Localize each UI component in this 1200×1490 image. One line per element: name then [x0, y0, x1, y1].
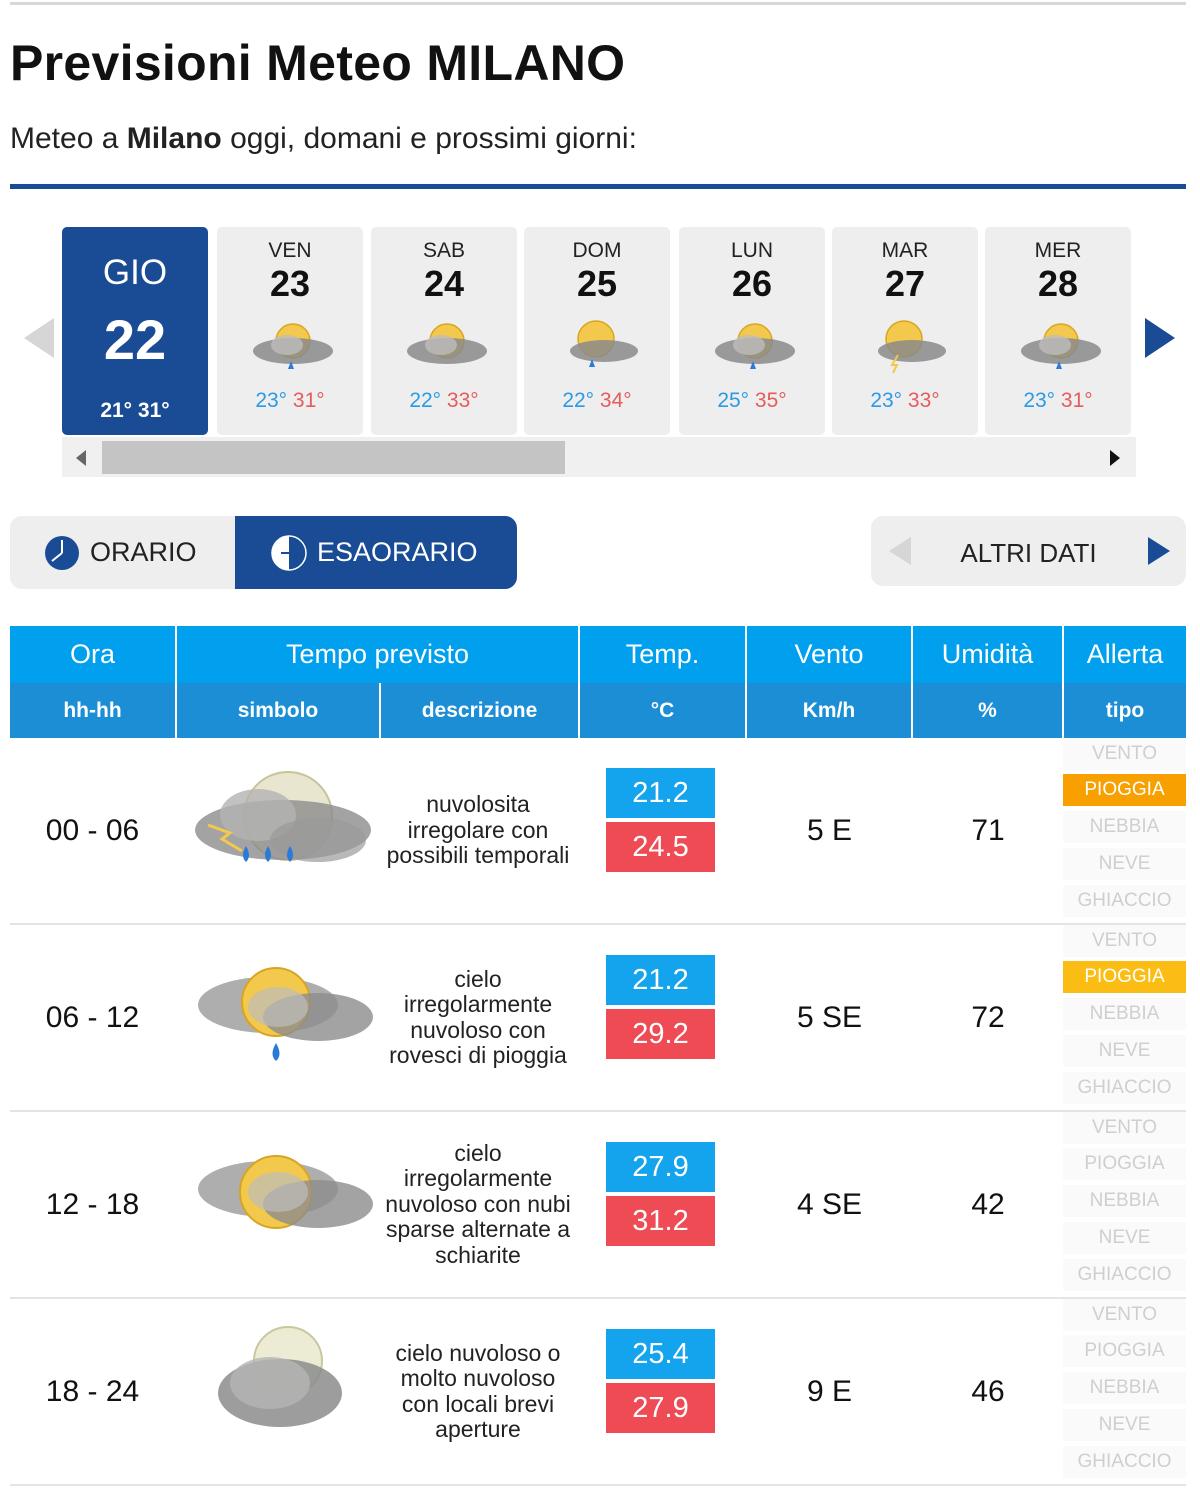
col-ora: Ora	[10, 626, 177, 683]
row-ora: 12 - 18	[45, 1187, 140, 1221]
subcol-umidita: %	[913, 683, 1064, 738]
temp-max: 29.2	[606, 1009, 715, 1059]
alert-vento: VENTO	[1063, 925, 1186, 959]
header-divider	[10, 184, 1186, 189]
top-divider	[10, 2, 1186, 5]
temp-min: 27.9	[606, 1142, 715, 1192]
day-card[interactable]	[371, 227, 517, 435]
day-number: 24	[423, 263, 465, 304]
esaorario-button[interactable]	[235, 516, 517, 589]
day-temps: 22° 34°	[562, 389, 632, 412]
row-ora: 06 - 12	[45, 1000, 140, 1034]
day-card[interactable]	[524, 227, 670, 435]
alert-ghiaccio: GHIACCIO	[1063, 1446, 1186, 1480]
col-umidita: Umidità	[913, 626, 1064, 683]
scrollbar-thumb[interactable]	[102, 441, 565, 474]
row-allerta	[1063, 1299, 1186, 1484]
day-temps: 22° 33°	[409, 389, 479, 412]
sun-cloud-rain-icon	[188, 947, 378, 1087]
subcol-allerta: tipo	[1105, 698, 1145, 722]
day-number: 25	[576, 263, 618, 304]
alert-pioggia: PIOGGIA	[1063, 1335, 1186, 1369]
sun-cloud-storm-icon	[862, 315, 952, 375]
day-temps: 23° 31°	[255, 389, 325, 412]
temp-max: 31.2	[606, 1196, 715, 1246]
esaorario-label: ESAORARIO	[317, 537, 478, 567]
table-subheader-row	[10, 683, 1186, 738]
day-name: MER	[1034, 239, 1082, 262]
table-header-row	[10, 626, 1186, 683]
day-name: GIO	[102, 253, 168, 292]
day-number: 27	[884, 263, 926, 304]
half-clock-icon	[271, 535, 307, 571]
row-vento: 5 E	[806, 813, 853, 847]
row-description: cielo irregolarmente nuvoloso con nubi sparse alternate a schiarite	[385, 1139, 571, 1268]
altri-dati-nav	[871, 516, 1186, 586]
subcol-simbolo: simbolo	[177, 683, 381, 738]
row-umidita: 71	[971, 813, 1005, 847]
row-allerta	[1063, 738, 1186, 923]
alert-neve: NEVE	[1063, 848, 1186, 882]
clock-icon	[44, 535, 80, 571]
day-temps: 25° 35°	[717, 389, 787, 412]
alert-neve: NEVE	[1063, 1409, 1186, 1443]
alert-nebbia: NEBBIA	[1063, 998, 1186, 1032]
row-description: cielo nuvoloso o molto nuvoloso con locali brevi aperture	[395, 1339, 561, 1442]
orario-label: ORARIO	[90, 537, 197, 567]
day-name: LUN	[730, 239, 773, 262]
night-storm-rain-icon	[188, 760, 378, 900]
cloud-sun-rain-icon	[709, 315, 799, 375]
subcol-ora: hh-hh	[10, 683, 177, 738]
alert-vento: VENTO	[1063, 1112, 1186, 1146]
alert-ghiaccio: GHIACCIO	[1063, 885, 1186, 919]
day-card[interactable]	[832, 227, 978, 435]
table-row	[10, 738, 1186, 925]
days-prev-arrow-icon[interactable]	[24, 318, 54, 358]
day-number: 28	[1037, 263, 1079, 304]
row-umidita: 42	[971, 1187, 1005, 1221]
alert-nebbia: NEBBIA	[1063, 1372, 1186, 1406]
day-card[interactable]	[985, 227, 1131, 435]
day-card-active[interactable]	[62, 227, 208, 435]
temp-min: 25.4	[606, 1329, 715, 1379]
altri-next-arrow-icon[interactable]	[1148, 537, 1170, 565]
sun-cloud-rain-icon	[554, 315, 644, 375]
alert-vento: VENTO	[1063, 1299, 1186, 1333]
temp-max: 24.5	[606, 822, 715, 872]
orario-button[interactable]	[10, 516, 235, 589]
temp-max: 27.9	[606, 1383, 715, 1433]
row-description: cielo irregolarmente nuvoloso con rovesci di pioggia	[389, 965, 567, 1068]
page-subtitle: Meteo a Milano oggi, domani e prossimi giorni:	[10, 122, 637, 155]
alert-vento: VENTO	[1063, 738, 1186, 772]
row-allerta	[1063, 1112, 1186, 1297]
row-allerta	[1063, 925, 1186, 1110]
cloud-sun-rain-icon	[1015, 315, 1105, 375]
days-next-arrow-icon[interactable]	[1145, 318, 1175, 358]
col-vento: Vento	[747, 626, 913, 683]
subcol-temp: °C	[580, 683, 747, 738]
row-umidita: 46	[971, 1374, 1005, 1408]
altri-dati-label[interactable]: ALTRI DATI	[960, 538, 1097, 568]
alert-pioggia: PIOGGIA	[1063, 961, 1186, 995]
night-cloudy-icon	[188, 1321, 378, 1461]
city-name: Milano	[126, 122, 222, 155]
alert-nebbia: NEBBIA	[1063, 811, 1186, 845]
scroll-left-icon[interactable]	[76, 450, 86, 466]
day-temps: 23° 31°	[1023, 389, 1093, 412]
day-number: 26	[731, 263, 773, 304]
alert-ghiaccio: GHIACCIO	[1063, 1072, 1186, 1106]
table-row	[10, 1112, 1186, 1299]
sun-cloud-icon	[188, 1134, 378, 1274]
col-allerta: Allerta	[1086, 639, 1164, 669]
view-toggle	[10, 516, 517, 589]
row-vento: 9 E	[806, 1374, 853, 1408]
day-card[interactable]	[679, 227, 825, 435]
alert-nebbia: NEBBIA	[1063, 1185, 1186, 1219]
days-carousel	[62, 227, 1132, 437]
cloud-sun-icon	[401, 315, 491, 375]
alert-pioggia: PIOGGIA	[1063, 774, 1186, 808]
col-temp: Temp.	[580, 626, 747, 683]
days-scrollbar[interactable]	[62, 437, 1136, 477]
day-name: MAR	[881, 239, 929, 262]
row-ora: 00 - 06	[45, 813, 140, 847]
alert-neve: NEVE	[1063, 1222, 1186, 1256]
alert-pioggia: PIOGGIA	[1063, 1148, 1186, 1182]
temp-min: 21.2	[606, 768, 715, 818]
page-title: Previsioni Meteo MILANO	[10, 35, 626, 91]
subcol-vento: Km/h	[747, 683, 913, 738]
day-card[interactable]	[217, 227, 363, 435]
table-row	[10, 925, 1186, 1112]
table-row	[10, 1299, 1186, 1486]
scroll-right-icon[interactable]	[1110, 450, 1120, 466]
day-temps: 23° 33°	[870, 389, 940, 412]
day-number: 22	[103, 308, 167, 371]
day-name: VEN	[268, 239, 312, 262]
row-vento: 5 SE	[796, 1000, 863, 1034]
day-number: 23	[269, 263, 311, 304]
subcol-descrizione: descrizione	[381, 683, 580, 738]
row-ora: 18 - 24	[45, 1374, 140, 1408]
row-description: nuvolosita irregolare con possibili temporali	[386, 791, 570, 869]
col-tempo: Tempo previsto	[177, 626, 580, 683]
day-temps: 21° 31°	[100, 399, 170, 422]
cloud-sun-rain-icon	[247, 315, 337, 375]
alert-ghiaccio: GHIACCIO	[1063, 1259, 1186, 1293]
temp-min: 21.2	[606, 955, 715, 1005]
row-vento: 4 SE	[796, 1187, 863, 1221]
day-name: DOM	[572, 239, 622, 262]
alert-neve: NEVE	[1063, 1035, 1186, 1069]
row-umidita: 72	[971, 1000, 1005, 1034]
day-name: SAB	[422, 239, 466, 262]
